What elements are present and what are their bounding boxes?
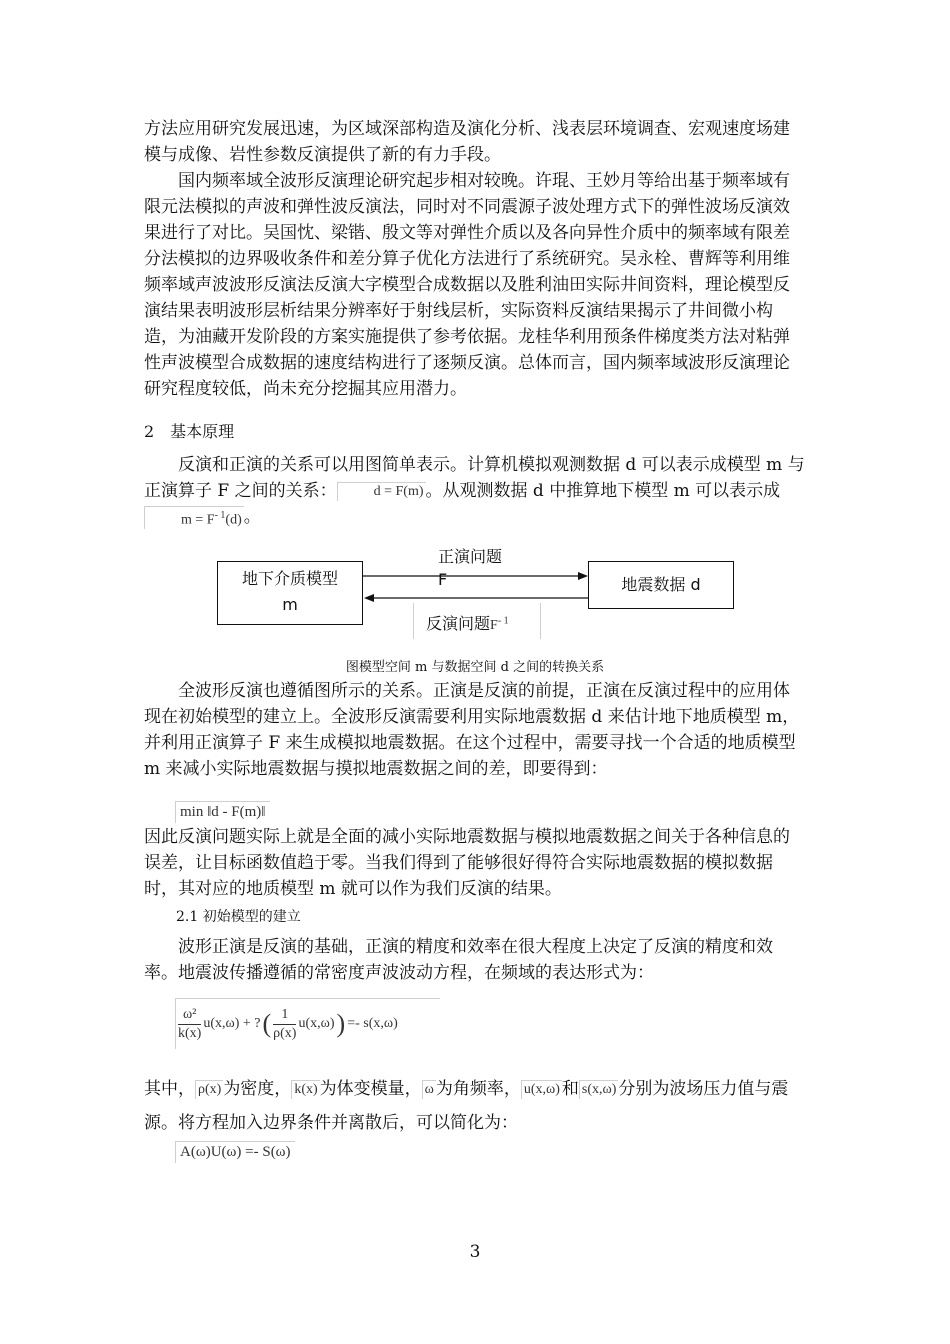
inverse-arrowhead: [364, 594, 374, 602]
inverse-problem-label: [426, 611, 509, 634]
wave-eq-rhs: =- s(x,ω): [347, 1016, 398, 1031]
wave-eq-paren-close: ): [336, 1009, 346, 1038]
forward-problem-label: 正演问题: [438, 547, 503, 566]
paragraph-relation: [144, 452, 806, 530]
formula-inverse-sup: - 1: [214, 509, 226, 521]
paragraph-forward-basis: 波形正演是反演的基础，正演的精度和效率在很大程度上决定了反演的精度和效率。地震波传播遵循的常密度声波波动方程，在频域的表达形式为：: [144, 937, 773, 983]
inverse-operator-base: F: [490, 618, 498, 633]
symbols-text-f: 分别为波场压力值与震源。将方程加入边界条件并离散后，可以简化为：: [144, 1079, 789, 1133]
figure-caption: 图模型空间 m 与数据空间 d 之间的转换关系: [345, 660, 605, 675]
symbol-bulk-modulus: k(x): [291, 1080, 319, 1099]
wave-eq-paren-open: (: [262, 1009, 272, 1038]
wave-eq-term2: u(x,ω): [298, 1016, 335, 1031]
formula-inverse: [144, 506, 244, 530]
symbol-wavefield: u(x,ω): [521, 1080, 562, 1099]
inverse-operator: [490, 615, 509, 633]
paragraph-fwi: 全波形反演也遵循图所示的关系。正演是反演的前提，正演在反演过程中的应用体现在初始模型的建立上。全波形反演需要利用实际地震数据 d 来估计地下地质模型 m，并利用正演算子 F 来生成模拟地震数据。在这个过程中，需要寻找一个合适的地质模型 m 来减小实际地震数据与摸拟地震数据之间的差，即要得到：: [144, 681, 800, 779]
forward-operator-label: F: [438, 570, 448, 589]
wave-eq-term1: u(x,ω) + ?: [203, 1016, 261, 1031]
relation-text-a: 反演和正演的关系可以用图简单表示。计算机模拟观测数据 d 可以表示成模型 m 与正演算子 F 之间的关系：: [144, 455, 805, 501]
forward-arrowhead: [578, 572, 588, 580]
data-box: 地震数据 d: [588, 561, 734, 609]
inverse-operator-sup: - 1: [497, 615, 509, 627]
page-number: 3: [469, 1242, 481, 1262]
wave-equation: [175, 998, 440, 1049]
symbol-density: ρ(x): [195, 1080, 223, 1099]
formula-inverse-tail: (d): [225, 512, 242, 528]
formula-min-misfit: min ‖d - F(m)‖: [175, 801, 270, 823]
model-box: 地下介质模型 m: [217, 561, 363, 625]
symbols-text-b: 为密度，: [223, 1079, 292, 1099]
relation-text-b: 。从观测数据 d 中推算地下模型 m 可以表示成: [425, 481, 781, 501]
subsection-heading-initial-model: 2.1 初始模型的建立: [176, 909, 301, 925]
relation-text-c: 。: [243, 507, 261, 527]
formula-inverse-base: m = F: [181, 512, 215, 528]
paragraph-inverse-meaning: 因此反演问题实际上就是全面的减小实际地震数据与模拟地震数据之间关于各种信息的误差，让目标函数值趋于零。当我们得到了能够很好得符合实际地震数据的模拟数据时，其对应的地质模型 m 就可以作为我们反演的结果。: [144, 827, 790, 899]
formula-discrete: A(ω)U(ω) =- S(ω): [175, 1141, 295, 1163]
paragraph-domestic-research: 国内频率域全波形反演理论研究起步相对较晚。许琨、王妙月等给出基于频率域有限元法模拟的声波和弹性波反演法，同时对不同震源子波处理方式下的弹性波场反演效果进行了对比。吴国忱、梁锴、殷文等对弹性介质以及各向异性介质中的频率域有限差分法模拟的边界吸收条件和差分算子优化方法进行了系统研究。吴永栓、曹辉等利用维频率域声波波形反演法反演大字模型合成数据以及胜利油田实际井间资料，理论模型反演结果表明波形层析结果分辨率好于射线层析，实际资料反演结果揭示了井间微小构造，为油藏开发阶段的方案实施提供了参考依据。龙桂华利用预条件梯度类方法对粘弹性声波模型合成数据的速度结构进行了逐频反演。总体而言，国内频率域波形反演理论研究程度较低，尚未充分挖掘其应用潜力。: [144, 171, 790, 399]
symbols-text-e: 和: [561, 1079, 579, 1099]
inverse-problem-text: 反演问题: [426, 614, 491, 633]
symbols-text-c: 为体变模量，: [319, 1079, 422, 1099]
wave-eq-fraction-1: [178, 1006, 201, 1043]
paragraph-symbols: [144, 1072, 806, 1140]
symbols-text-d: 为角频率，: [435, 1079, 521, 1099]
symbol-source: s(x,ω): [579, 1080, 619, 1099]
symbol-angular-frequency: ω: [422, 1080, 436, 1099]
paragraph-intro: 方法应用研究发展迅速，为区域深部构造及演化分析、浅表层环境调查、宏观速度场建模与成像、岩性参数反演提供了新的有力手段。: [144, 119, 790, 165]
formula-forward: d = F(m): [337, 482, 426, 501]
symbols-text-a: 其中，: [144, 1079, 195, 1099]
wave-eq-fraction-2: [273, 1006, 296, 1043]
wave-eq-den2: ρ(x): [273, 1025, 297, 1041]
section-heading-basic-principle: 2 基本原理: [144, 422, 235, 441]
wave-eq-num1: ω²: [178, 1006, 201, 1025]
wave-eq-num2: 1: [273, 1006, 296, 1025]
wave-eq-den1: k(x): [178, 1025, 202, 1041]
